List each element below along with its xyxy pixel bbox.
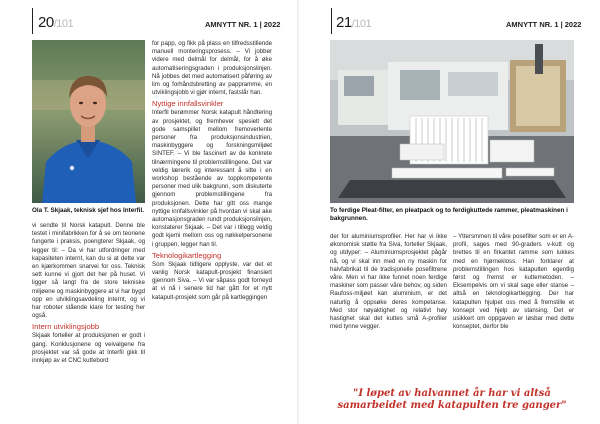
paragraph: Interfil berømmer Norsk katapult håndtering av prosjektet, og fremhever spesielt det gode samspillet mellom fremoverlente personer fra produksjonsindustrien, maskinbyggere og forskningsmiljøet SINTEF. – Vi ble fascinert av de konkrete tilnærmingene til problemstillingene. Det var veldig lærerik og interessant å sitte i en workshop bestående av toppkompetente personer med ulik bakgrunn, som diskuterte gjennom problemstillingene fra produksjonen. Dette har gitt oss mange nyttige innfallsvinkler på hvordan vi skal ake automasjonsgraden rundt produksjonslinjen, konstaterer Skjaak. – Det var i tillegg veldig godt kjemi mellom oss og nøkkelpersonene i gruppen, legger han til. <box>152 109 272 248</box>
pull-quote-line-1: "I løpet av halvannet år har vi altså <box>353 388 551 399</box>
page-number-total: /101 <box>351 18 372 30</box>
paragraph: Som Skjaak tidligere opplyste, var det et vanlig Norsk katapult-prosjekt finansiert gjennom Siva. – Vi var såpass godt forneyd at vi nå i senere tid har gått for et nytt katapult-prosjekt som går på kartleggingen <box>152 260 272 301</box>
paragraph: Skjaak forteller at produksjonen er godt i gang. Konklusjonene og veivalgene fra prosjektet var så gode at Interfil gikk til innkjøp av et CNC kuttebord <box>32 332 145 365</box>
paragraph: vi sendte til Norsk katapult. Denne ble testet i minifabrikken for å se om teoriene fungerte i praksis, poengterer Skjaak, og legger til: – Da vi har utfordringer med kapasiteten internt, kan du si at dette var en kjærkommen snarvei for oss. Teknisk sett kunne vi gjort det her på huset. Vi ligger så langt fra de store tekniske miljøene og maskinbyggere at vi har bygd opp en utviklingsavdeling internt, og vi har roboter stående klare for testing her også. <box>32 222 145 320</box>
factory-image <box>330 40 574 203</box>
pull-quote-line-2: samarbeidet med katapulten tre ganger" <box>337 400 567 411</box>
page-number-rule <box>32 8 33 34</box>
page-number-value: 21 <box>336 14 352 31</box>
factory-photo-caption: To ferdige Pleat-filter, en pleatpack og to ferdigkuttede rammer, pleatmaskinen i bakgrunnen. <box>330 207 568 222</box>
portrait-photo <box>32 40 145 203</box>
left-column-1 <box>32 222 145 365</box>
right-column-2 <box>453 233 574 331</box>
left-column-2 <box>152 40 272 302</box>
left-page-number <box>38 14 73 31</box>
paragraph: – Yttersmmen til våre posefilter som er en A-profil, sages med 90-graders v-kutt og brettes til en firkantet ramme som lukkes med en hjørnekloss. Han forklarer at problemstillingen hos katapulten egentlig først og fremst er kuttemetoden. – Eksempelvis om vi skal sage eller stanse – altså en teknologikartlegging. Der har katapulten hjulpet oss med å fremstille et konsept ved hjelp av stansing. Det er usikkert om oppgaven er løsbar med dette konseptet, derfor ble <box>453 233 574 331</box>
right-column-1 <box>330 233 447 331</box>
subheading-nyttige-innfallsvinkler: Nyttige innfallsvinkler <box>152 99 224 109</box>
subheading-teknologikartlegging: Teknologikartlegging <box>152 250 222 260</box>
subheading-intern-utviklingsjobb: Intern utviklingsjobb <box>32 322 100 332</box>
factory-photo <box>330 40 574 203</box>
right-page-number <box>336 14 371 31</box>
left-header: AMNYTT NR. 1 | 2022 <box>205 20 281 29</box>
page-number-value: 20 <box>38 14 54 31</box>
pull-quote <box>330 388 574 412</box>
paragraph: der for aluminiumsprofiler. Her har vi ikke økonomisk støtte fra Siva, forteller Skjaak, og utdyper: – Aluminiumsprosjektet pågår nå, og vi skal inn med en ny maskin for halvfabrikat til de tradisjonelle posefiltrene våre. Men vi har ikke funnet noen ferdige maskiner som passer våre behov, og siden Raufoss-miljøet kan aluminium, er det naturlig å oppsøke deres kompetanse. Med stor nøyaktighet og relativt høy hastighet skal det kuttes små A-profiler med tynne vegger. <box>330 233 447 331</box>
left-page <box>0 0 298 424</box>
right-page <box>300 0 600 424</box>
portrait-caption: Ola T. Skjaak, teknisk sjef hos Interfil. <box>32 207 144 214</box>
page-number-total: /101 <box>53 18 74 30</box>
portrait-image <box>32 40 145 203</box>
paragraph: for papp, og fikk på plass en tilfredsstillende manuell monteringsprosess. – Vi jobber videre med delmål for delmål, for å øke automatiseringsgraden i produksjonslinjen. Nå jobbes det med automatisert påføring av lim og forhåndsbretting av pappramme, en utviklingsjobb vi gjør internt, fastslår han. <box>152 40 272 97</box>
page-number-rule <box>331 8 332 34</box>
right-header: AMNYTT NR. 1 | 2022 <box>506 20 582 29</box>
